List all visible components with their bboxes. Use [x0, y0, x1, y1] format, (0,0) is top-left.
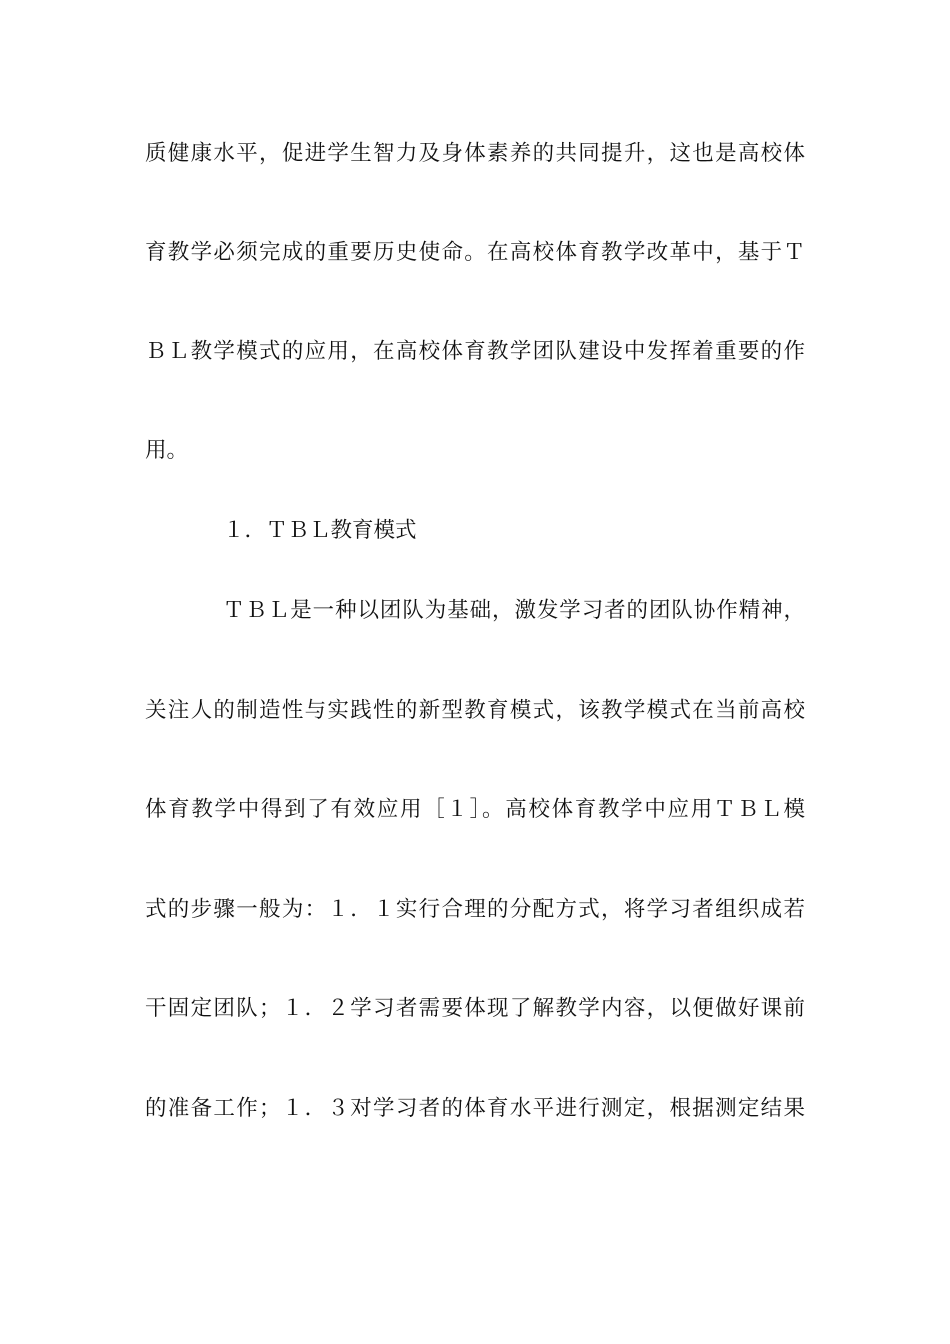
paragraph-line: ＴＢＬ是一种以团队为基础，激发学习者的团队协作精神，	[223, 598, 805, 623]
paragraph-line: 育教学必须完成的重要历史使命。在高校体育教学改革中，基于Ｔ	[145, 240, 805, 265]
paragraph-line: ＢＬ教学模式的应用，在高校体育教学团队建设中发挥着重要的作	[145, 339, 805, 364]
paragraph-line: 式的步骤一般为：１．１实行合理的分配方式，将学习者组织成若	[145, 897, 805, 922]
section-heading: １．ＴＢＬ教育模式	[223, 518, 417, 543]
paragraph-line: 关注人的制造性与实践性的新型教育模式，该教学模式在当前高校	[145, 698, 805, 723]
paragraph-line: 的准备工作；１．３对学习者的体育水平进行测定，根据测定结果	[145, 1096, 805, 1121]
paragraph-line: 质健康水平，促进学生智力及身体素养的共同提升，这也是高校体	[145, 141, 805, 166]
paragraph-line: 干固定团队；１．２学习者需要体现了解教学内容，以便做好课前	[145, 996, 805, 1021]
paragraph-line: 体育教学中得到了有效应用［１］。高校体育教学中应用ＴＢＬ模	[145, 797, 805, 822]
paragraph-line: 用。	[145, 438, 189, 463]
